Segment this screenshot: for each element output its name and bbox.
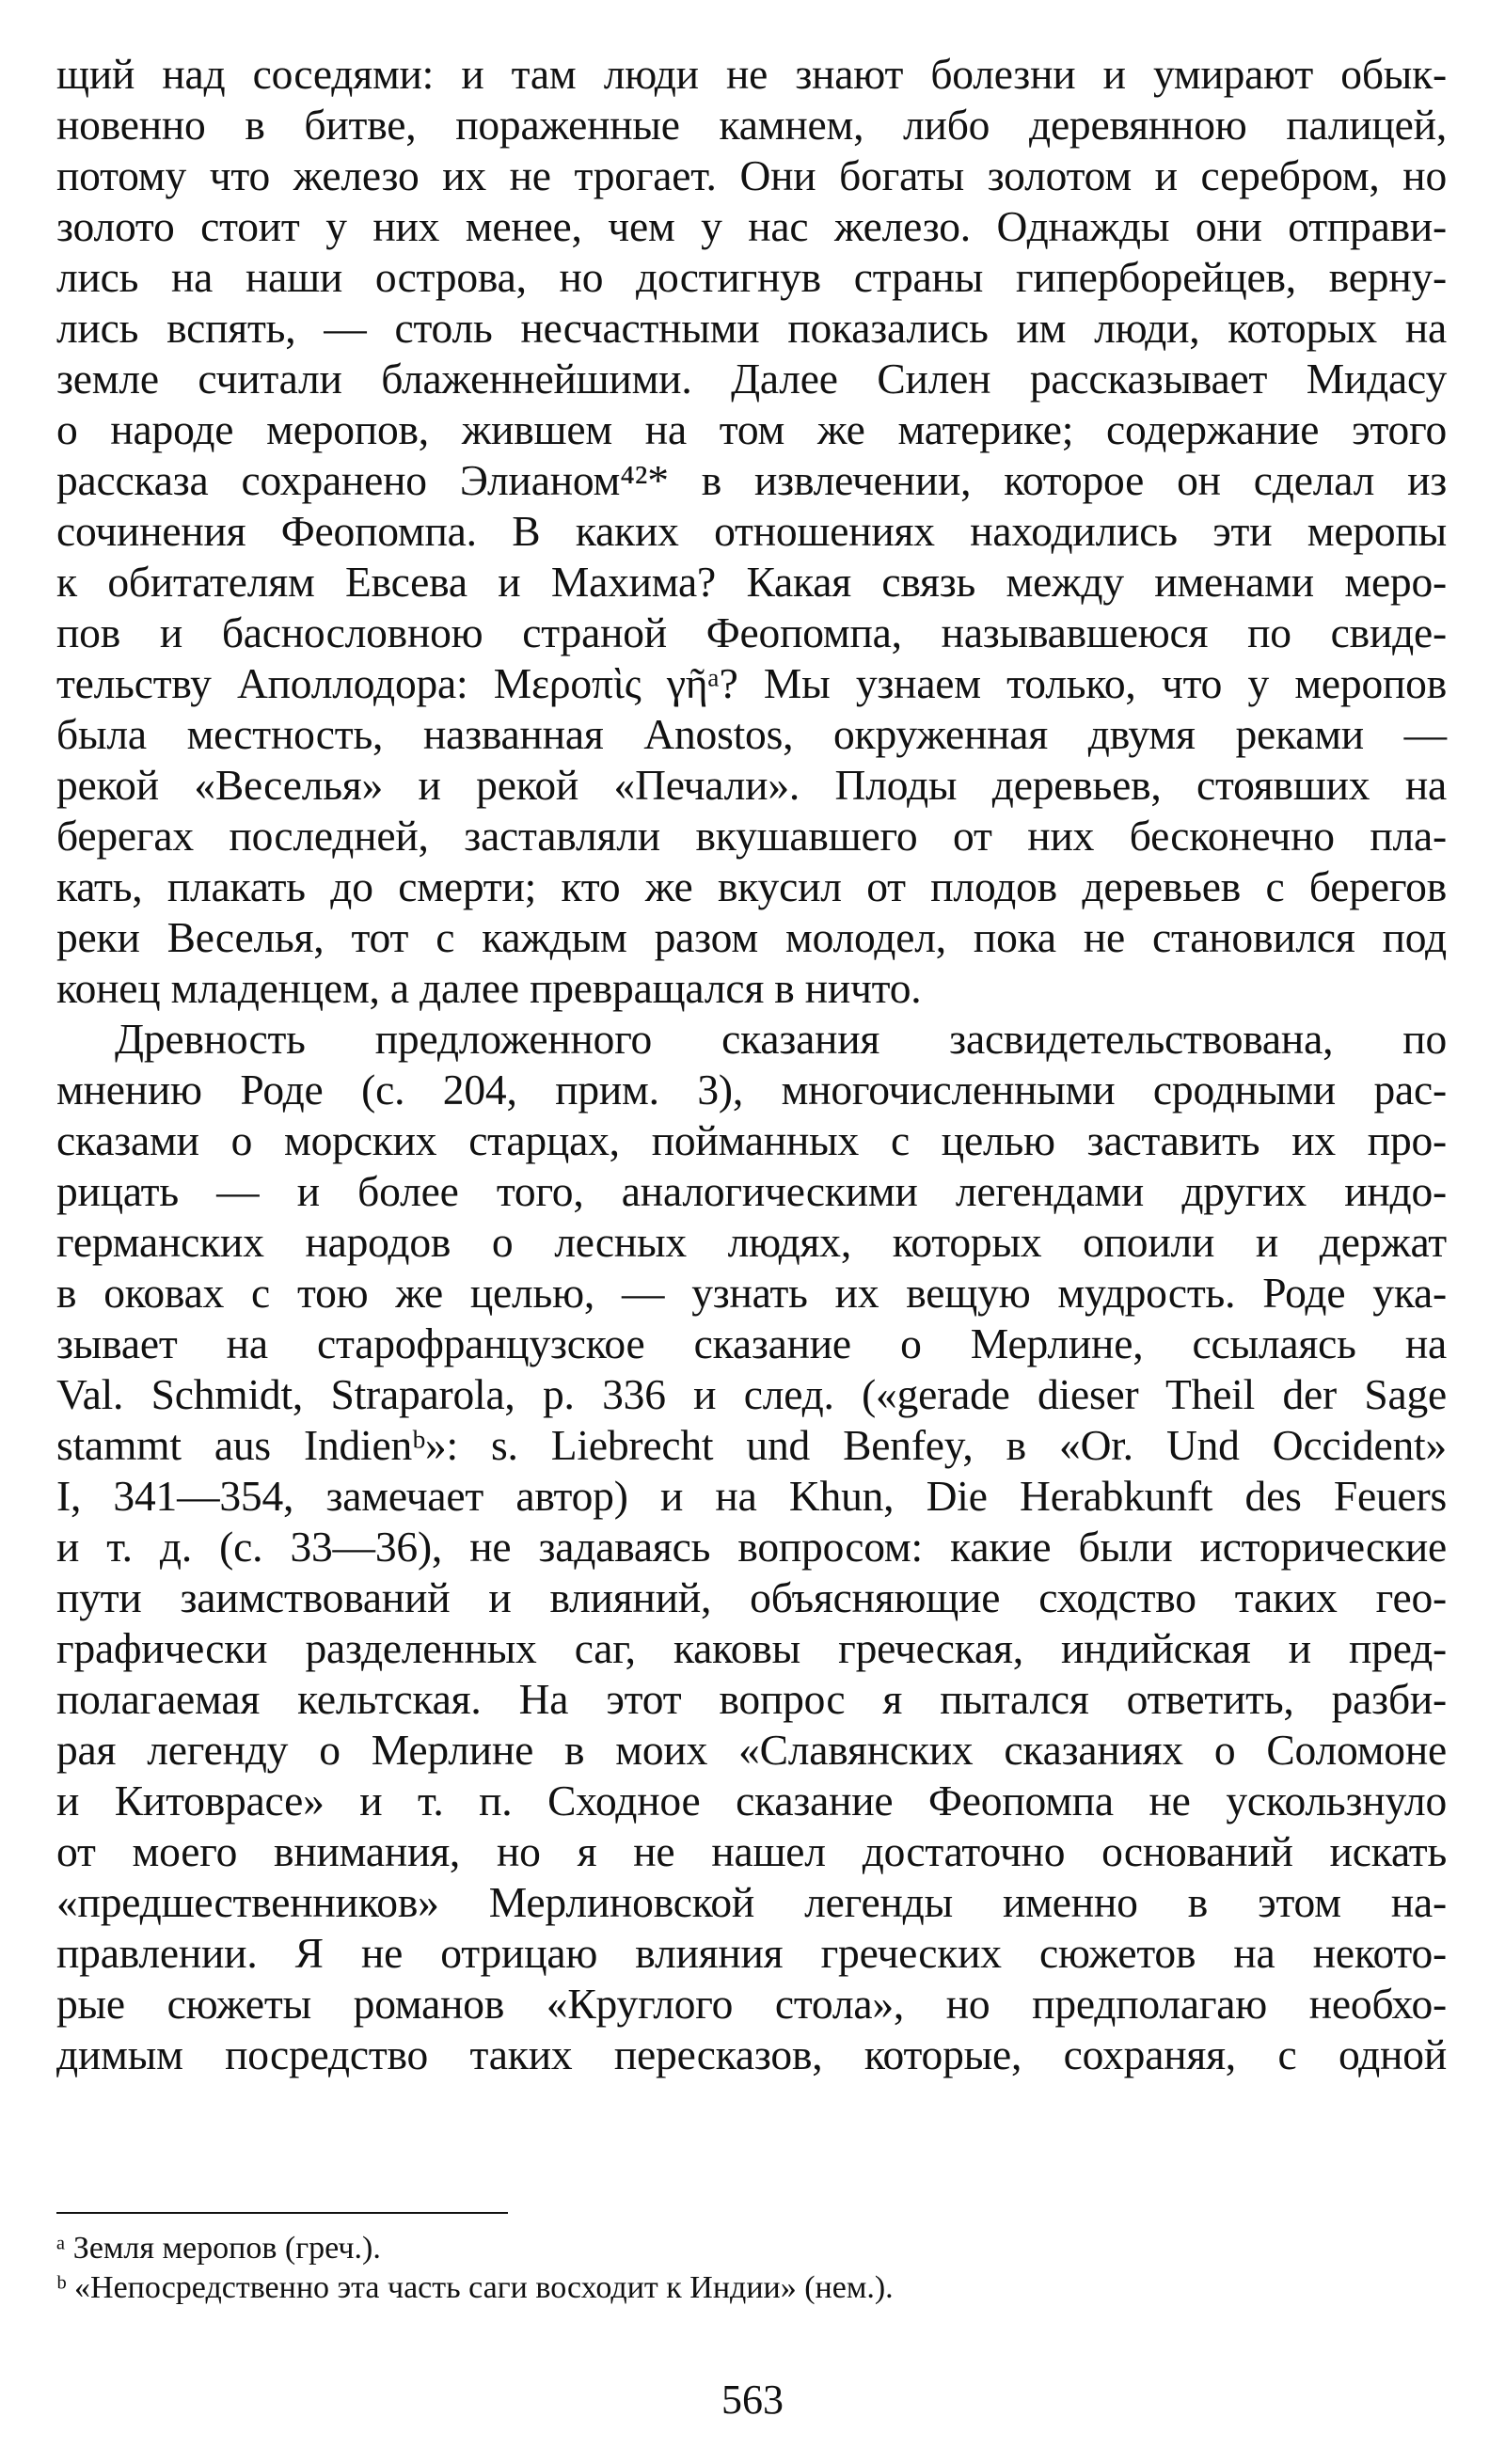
text-line: рицать — и более того, аналогическими легендами других индо- <box>56 1167 1447 1215</box>
page-number: 563 <box>721 2377 784 2423</box>
text-line: рые сюжеты романов «Круглого стола», но предполагаю необхо- <box>56 1980 1447 2028</box>
text-line: графически разделенных саг, каковы греческая, индийская и пред- <box>56 1624 1447 1672</box>
text-line: золото стоит у них менее, чем у нас железо. Однажды они отправи- <box>56 202 1447 250</box>
text-line: рекой «Веселья» и рекой «Печали». Плоды деревьев, стоявших на <box>56 761 1447 809</box>
text-line: конец младенцем, а далее превращался в ничто. <box>56 964 922 1012</box>
footnote-divider <box>56 2212 508 2214</box>
text-line: и т. д. (с. 33—36), не задаваясь вопросом: какие были исторические <box>56 1523 1447 1571</box>
text-line: рассказа сохранено Элианом⁴²* в извлечении, которое он сделал из <box>56 456 1447 504</box>
text-line: о народе меропов, жившем на том же материке; содержание этого <box>56 405 1447 453</box>
text-line: в оковах с тою же целью, — узнать их вещую мудрость. Роде ука- <box>56 1269 1447 1317</box>
text-line: от моего внимания, но я не нашел достаточно оснований искать <box>56 1827 1447 1875</box>
text-line: Val. Schmidt, Straparola, p. 336 и след. («gerade dieser Theil der Sage <box>56 1370 1447 1418</box>
footnote-a: ᵃ Земля меропов (греч.). <box>56 2231 381 2266</box>
text-line: потому что железо их не трогает. Они богаты золотом и серебром, но <box>56 151 1447 199</box>
text-line: пути заимствований и влияний, объясняющие сходство таких гео- <box>56 1573 1447 1621</box>
text-line: новенно в битве, пораженные камнем, либо деревянною палицей, <box>56 101 1447 149</box>
text-line: германских народов о лесных людях, которых опоили и держат <box>56 1218 1447 1266</box>
text-line: берегах последней, заставляли вкушавшего от них бесконечно пла- <box>56 812 1447 860</box>
text-line: полагаемая кельтская. На этот вопрос я пытался ответить, разби- <box>56 1675 1447 1723</box>
text-line: лись вспять, — столь несчастными показались им люди, которых на <box>56 304 1447 352</box>
text-line: реки Веселья, тот с каждым разом молодел, пока не становился под <box>56 913 1447 961</box>
text-line: к обитателям Евсева и Махима? Какая связь между именами меро- <box>56 558 1447 606</box>
text-line: правлении. Я не отрицаю влияния греческих сюжетов на некото- <box>56 1929 1447 1977</box>
text-line: зывает на старофранцузское сказание о Мерлине, ссылаясь на <box>56 1319 1447 1367</box>
paragraph-first-line: Древность предложенного сказания засвидетельствована, по <box>115 1015 1447 1063</box>
text-line: земле считали блаженнейшими. Далее Силен рассказывает Мидасу <box>56 355 1447 403</box>
text-line: тельству Аполлодора: Μεροπὶς γῆᵃ? Мы узнаем только, что у меропов <box>56 659 1447 707</box>
text-line: рая легенду о Мерлине в моих «Славянских сказаниях о Соломоне <box>56 1726 1447 1774</box>
text-line: пов и баснословною страной Феопомпа, называвшеюся по свиде- <box>56 608 1447 656</box>
text-line: «предшественников» Мерлиновской легенды именно в этом на- <box>56 1878 1447 1926</box>
text-line: щий над соседями: и там люди не знают болезни и умирают обык- <box>56 50 1447 98</box>
text-line: stammt aus Indienᵇ»: s. Liebrecht und Benfey, в «Or. Und Occident» <box>56 1421 1447 1469</box>
text-line: димым посредство таких пересказов, которые, сохраняя, с одной <box>56 2030 1447 2078</box>
text-line: лись на наши острова, но достигнув страны гиперборейцев, верну- <box>56 253 1447 301</box>
text-line: кать, плакать до смерти; кто же вкусил от плодов деревьев с берегов <box>56 862 1447 910</box>
text-line: I, 341—354, замечает автор) и на Khun, Die Herabkunft des Feuers <box>56 1472 1447 1520</box>
text-line: мнению Роде (с. 204, прим. 3), многочисленными сродными рас- <box>56 1066 1447 1114</box>
text-line: и Китоврасе» и т. п. Сходное сказание Феопомпа не ускользнуло <box>56 1777 1447 1824</box>
text-line: сочинения Феопомпа. В каких отношениях находились эти меропы <box>56 507 1447 555</box>
footnote-b: ᵇ «Непосредственно эта часть саги восходит к Индии» (нем.). <box>56 2270 894 2305</box>
text-line: была местность, названная Anostos, окруженная двумя реками — <box>56 710 1447 758</box>
text-line: сказами о морских старцах, пойманных с целью заставить их про- <box>56 1116 1447 1164</box>
